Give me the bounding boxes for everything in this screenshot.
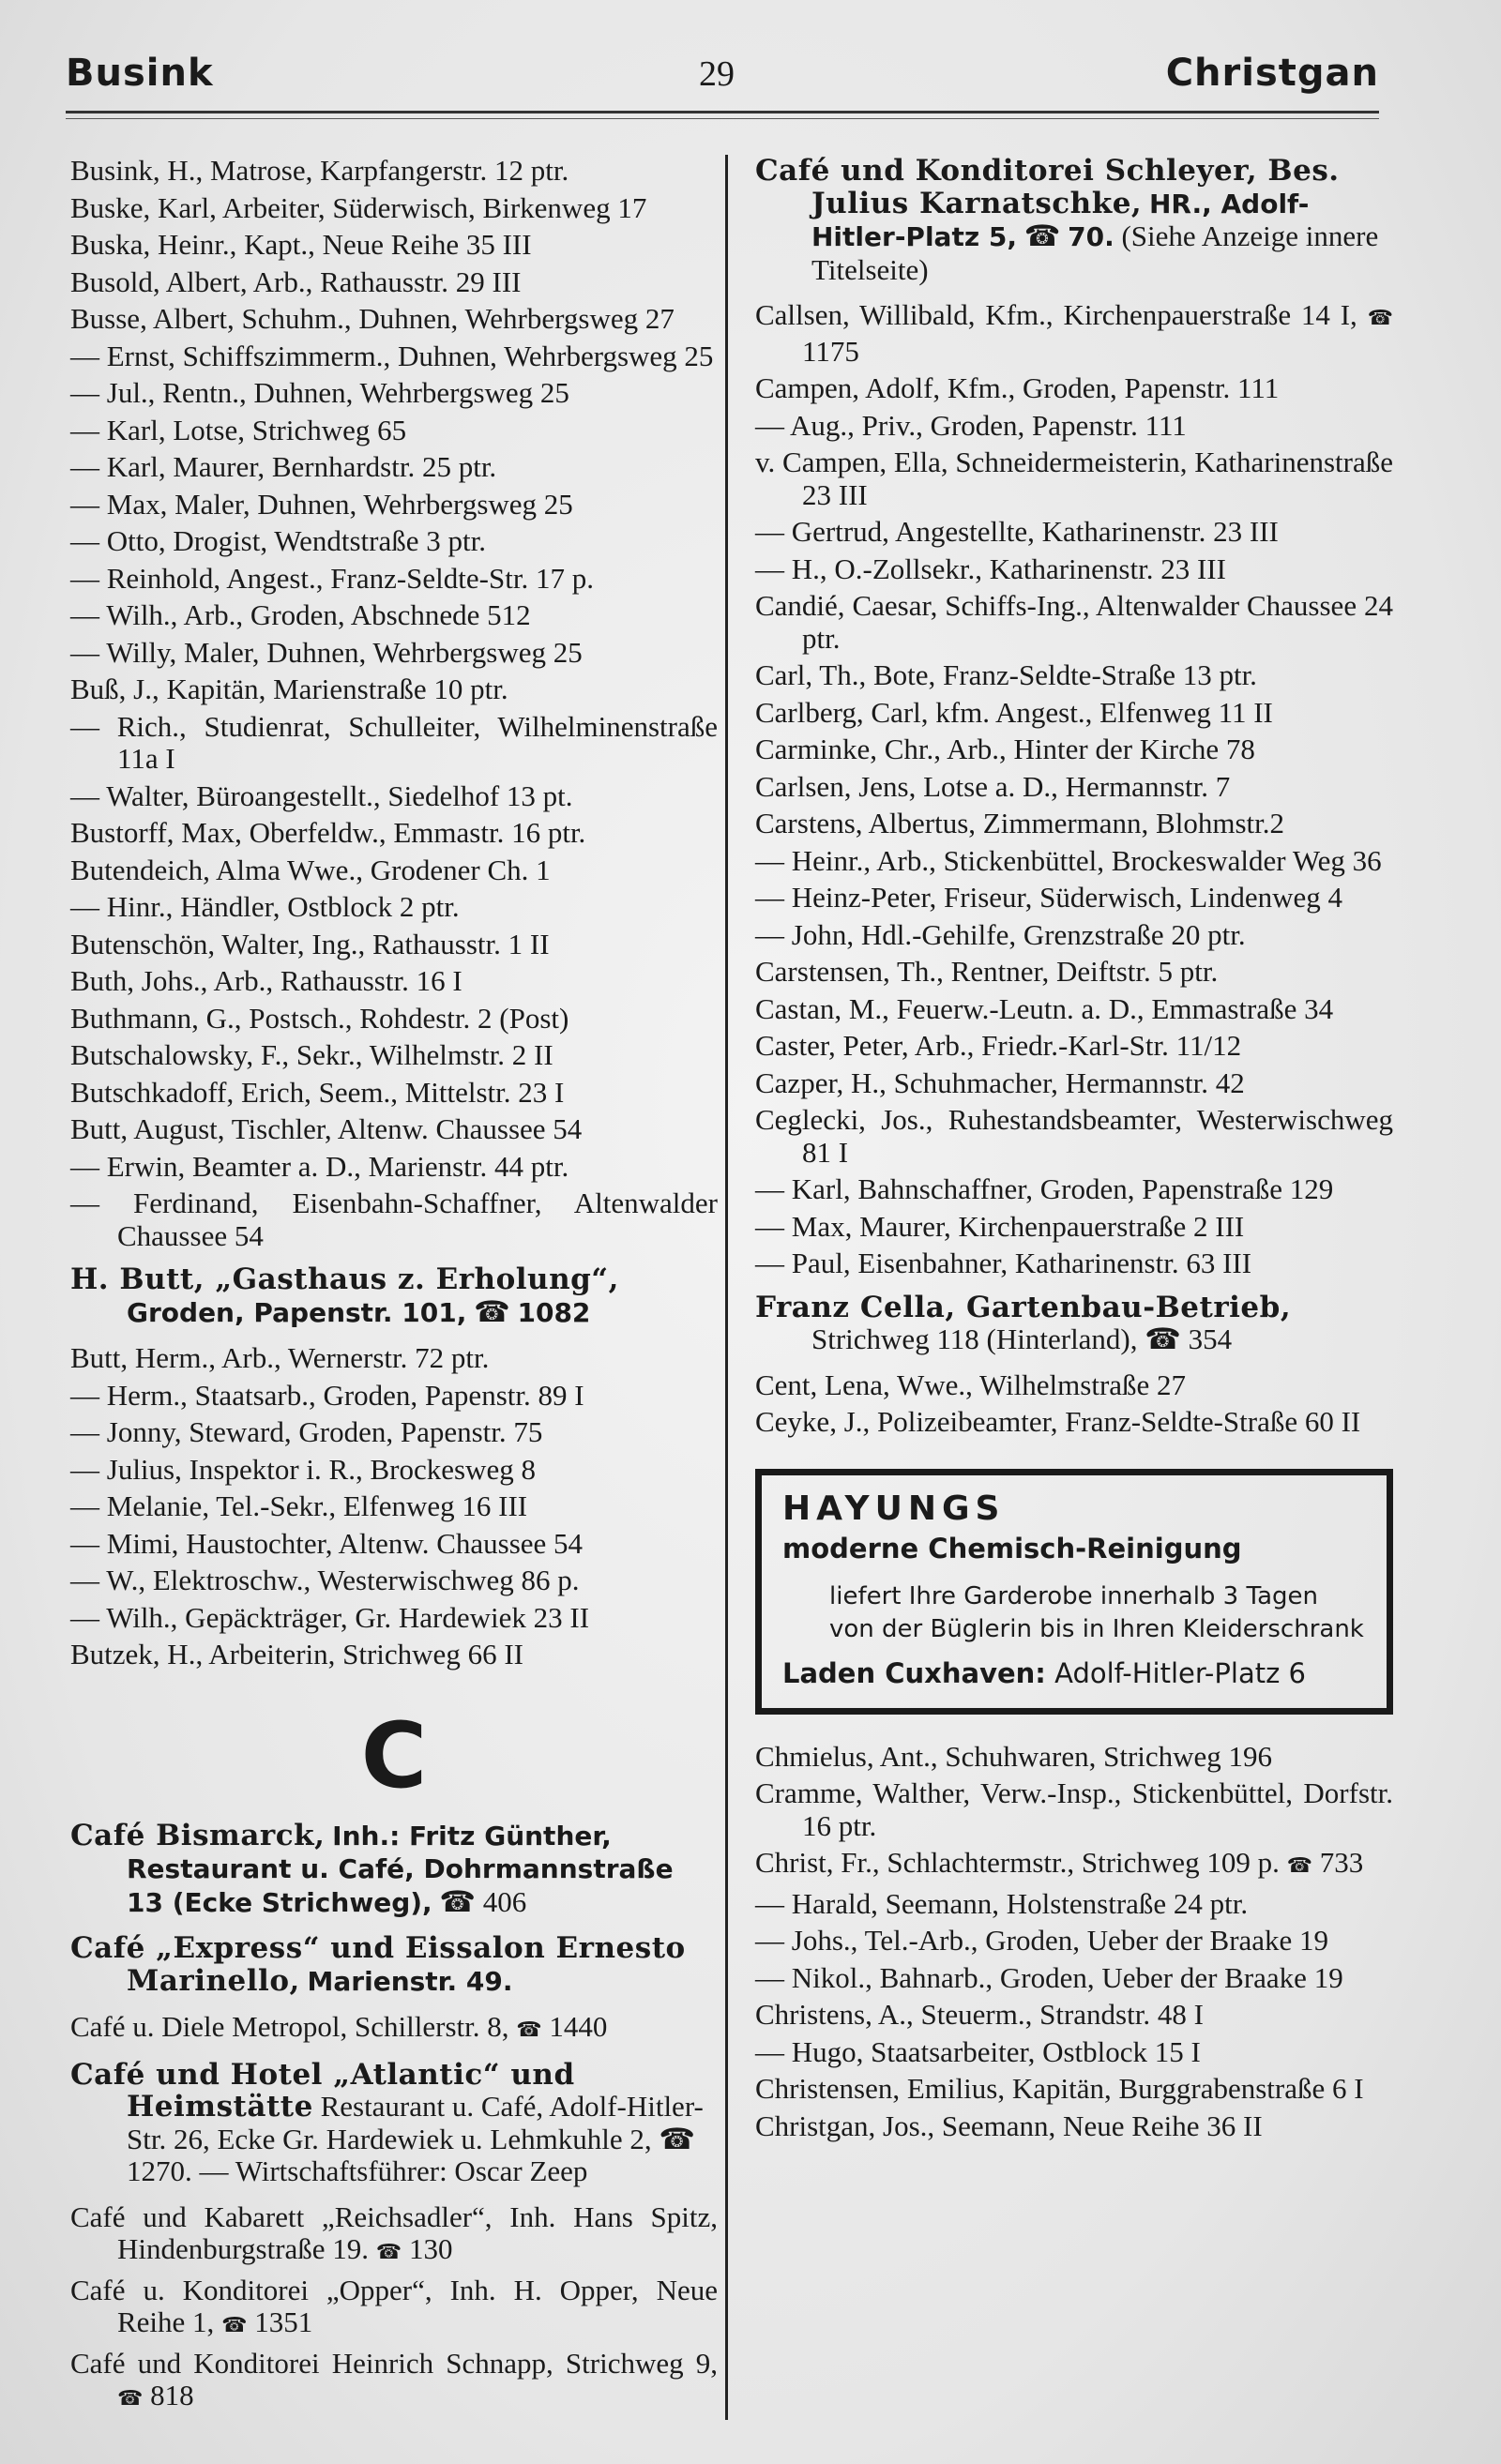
- cafe-express-name: Café „Express“ und Eissalon Ernesto Marinello,: [70, 1931, 686, 1998]
- entry-phone: 733: [1319, 1846, 1364, 1879]
- page-header: [66, 52, 1379, 108]
- directory-entry: [70, 1565, 718, 1597]
- directory-entry: [755, 1104, 1393, 1169]
- right-entries-block-2: [755, 1369, 1393, 1439]
- schleyer-advert-name: Café und Konditorei Schleyer, Bes. Julius Karnatschke,: [755, 154, 1340, 220]
- phone-icon: ☎: [1286, 1854, 1312, 1878]
- entry-text: — Mimi, Haustochter, Altenw. Chaussee 54: [70, 1526, 584, 1560]
- entry-text: — Julius, Inspektor i. R., Brockesweg 8: [70, 1452, 536, 1486]
- entry-text: Butzek, H., Arbeiterin, Strichweg 66 II: [70, 1638, 523, 1670]
- directory-entry: [755, 1888, 1393, 1921]
- directory-entry: [755, 1847, 1393, 1883]
- cafe-opper-phone: 1351: [254, 2305, 313, 2338]
- entry-text: — Hinr., Händler, Ostblock 2 ptr.: [70, 890, 460, 923]
- entry-text: Callsen, Willibald, Kfm., Kirchenpauerstraße 14 I,: [755, 298, 1357, 331]
- column-divider: [725, 155, 728, 2420]
- directory-entry: [755, 882, 1393, 915]
- butt-advert-phone: 1082: [517, 1296, 591, 1328]
- hayungs-location-address: Adolf-Hitler-Platz 6: [1054, 1656, 1306, 1689]
- cella-advert-address: Strichweg 118 (Hinterland),: [811, 1323, 1138, 1355]
- directory-entry: [70, 673, 718, 706]
- phone-icon: ☎: [221, 2314, 248, 2337]
- schleyer-advert-note: (Siehe Anzeige innere Titelseite): [811, 219, 1379, 286]
- entry-text: — John, Hdl.-Gehilfe, Grenzstraße 20 ptr.: [755, 917, 1246, 951]
- header-last-entry: Christgan: [1165, 52, 1379, 95]
- entry-text: Buth, Johs., Arb., Rathausstr. 16 I: [70, 964, 462, 997]
- butt-advert: [70, 1263, 718, 1329]
- directory-entry: [755, 919, 1393, 952]
- cafe-bismarck-phone: 406: [482, 1884, 527, 1918]
- directory-entry: [755, 993, 1393, 1026]
- directory-entry: [70, 1528, 718, 1561]
- phone-icon: ☎: [117, 2387, 144, 2411]
- directory-entry: [70, 415, 718, 447]
- entry-text: Butt, August, Tischler, Altenw. Chaussee 54: [70, 1112, 583, 1145]
- directory-entry: [70, 1187, 718, 1252]
- hayungs-subtitle: moderne Chemisch-Reinigung: [782, 1532, 1242, 1565]
- cella-advert-phone: 354: [1188, 1323, 1233, 1355]
- directory-entry: [70, 1602, 718, 1635]
- directory-entry: [755, 1406, 1393, 1439]
- phone-icon: ☎: [516, 2018, 542, 2042]
- directory-entry: [755, 516, 1393, 549]
- directory-entry: [755, 1369, 1393, 1402]
- directory-entry: [755, 1030, 1393, 1063]
- directory-entry: [70, 1077, 718, 1110]
- butt-advert-address: Groden, Papenstr. 101,: [127, 1296, 467, 1328]
- entry-text: — Jul., Rentn., Duhnen, Wehrbergsweg 25: [70, 376, 569, 409]
- entry-text: — Karl, Maurer, Bernhardstr. 25 ptr.: [70, 450, 497, 483]
- phone-icon: ☎: [439, 1884, 477, 1918]
- entry-text: Chmielus, Ant., Schuhwaren, Strichweg 196: [755, 1739, 1273, 1773]
- directory-entry: [70, 303, 718, 336]
- directory-entry: [70, 266, 718, 299]
- directory-entry: [70, 1454, 718, 1487]
- directory-entry: [70, 1416, 718, 1449]
- entry-text: Butschkadoff, Erich, Seem., Mittelstr. 23 I: [70, 1075, 565, 1109]
- directory-entry: [70, 599, 718, 632]
- directory-entry: [755, 590, 1393, 655]
- directory-entry: [755, 697, 1393, 730]
- directory-entry: [70, 854, 718, 887]
- directory-entry: [70, 525, 718, 558]
- page-number: 29: [699, 54, 735, 94]
- directory-entry: [70, 1113, 718, 1146]
- entry-text: — Max, Maler, Duhnen, Wehrbergsweg 25: [70, 487, 573, 521]
- cafe-metropol-entry: [70, 2011, 718, 2048]
- entry-text: Cent, Lena, Wwe., Wilhelmstraße 27: [755, 1368, 1187, 1401]
- entry-text: — Ernst, Schiffszimmerm., Duhnen, Wehrbergsweg 25: [70, 339, 714, 372]
- phone-icon: ☎: [1145, 1323, 1181, 1355]
- directory-entry: [755, 2110, 1393, 2143]
- entry-text: — Karl, Bahnschaffner, Groden, Papenstraße 129: [755, 1172, 1334, 1205]
- entry-text: — Melanie, Tel.-Sekr., Elfenweg 16 III: [70, 1489, 528, 1522]
- directory-entry: [70, 637, 718, 670]
- cafe-schnapp-entry: [70, 2348, 718, 2416]
- entry-text: — Heinr., Arb., Stickenbüttel, Brockeswalder Weg 36: [755, 843, 1382, 877]
- entry-text: Christgan, Jos., Seemann, Neue Reihe 36 II: [755, 2109, 1263, 2142]
- directory-entry: [70, 489, 718, 522]
- cafe-atlantic-advert: [70, 2059, 718, 2188]
- entry-text: Caster, Peter, Arb., Friedr.-Karl-Str. 11/12: [755, 1029, 1242, 1062]
- directory-entry: [755, 299, 1393, 368]
- directory-entry: [755, 1962, 1393, 1995]
- hayungs-advert-box: [755, 1469, 1393, 1715]
- entry-text: Buska, Heinr., Kapt., Neue Reihe 35 III: [70, 228, 532, 261]
- entry-text: Buske, Karl, Arbeiter, Süderwisch, Birkenweg 17: [70, 190, 647, 224]
- entry-text: — Reinhold, Angest., Franz-Seldte-Str. 17 p.: [70, 561, 594, 595]
- header-rule-thin: [66, 118, 1379, 119]
- directory-entry: [755, 446, 1393, 511]
- entry-text: Buthmann, G., Postsch., Rohdestr. 2 (Post): [70, 1001, 569, 1035]
- left-column: [70, 155, 718, 2421]
- directory-entry: [755, 553, 1393, 586]
- entry-text: — Jonny, Steward, Groden, Papenstr. 75: [70, 1415, 543, 1448]
- directory-entry: [70, 817, 718, 850]
- hayungs-title: HAYUNGS: [782, 1489, 1006, 1528]
- entry-text: — Johs., Tel.-Arb., Groden, Ueber der Braake 19: [755, 1924, 1329, 1957]
- cafe-express-address: Marienstr. 49.: [307, 1965, 513, 1997]
- directory-entry: [70, 192, 718, 225]
- entry-text: Ceyke, J., Polizeibeamter, Franz-Seldte-Straße 60 II: [755, 1405, 1361, 1438]
- directory-entry: [70, 711, 718, 776]
- schleyer-advert-phone: 70.: [1068, 221, 1114, 252]
- entry-text: — Rich., Studienrat, Schulleiter, Wilhelminenstraße 11a I: [70, 709, 718, 775]
- directory-entry: [70, 1151, 718, 1184]
- directory-entry: [70, 377, 718, 410]
- entry-text: Christensen, Emilius, Kapitän, Burggrabenstraße 6 I: [755, 2072, 1364, 2105]
- entry-text: Ceglecki, Jos., Ruhestandsbeamter, Westerwischweg 81 I: [755, 1103, 1393, 1169]
- directory-entry: [755, 659, 1393, 692]
- entry-text: Cazper, H., Schuhmacher, Hermannstr. 42: [755, 1066, 1245, 1099]
- directory-entry: [70, 563, 718, 596]
- directory-entry: [755, 771, 1393, 804]
- entry-text: Buß, J., Kapitän, Marienstraße 10 ptr.: [70, 673, 508, 705]
- entry-text: Butenschön, Walter, Ing., Rathausstr. 1 II: [70, 927, 550, 960]
- cafe-bismarck-advert: [70, 1820, 718, 1920]
- phone-icon: ☎: [659, 2122, 695, 2155]
- entry-text: — Willy, Maler, Duhnen, Wehrbergsweg 25: [70, 635, 583, 669]
- cafe-atlantic-manager: — Wirtschaftsführer: Oscar Zeep: [199, 2154, 588, 2187]
- directory-entry: [755, 845, 1393, 878]
- directory-entry: [70, 229, 718, 262]
- entry-text: Christ, Fr., Schlachtermstr., Strichweg 109 p.: [755, 1846, 1280, 1879]
- directory-entry: [755, 1741, 1393, 1774]
- entry-text: — Paul, Eisenbahner, Katharinenstr. 63 III: [755, 1247, 1252, 1279]
- entry-text: Cramme, Walther, Verw.-Insp., Stickenbüttel, Dorfstr. 16 ptr.: [755, 1776, 1393, 1842]
- entry-text: — Otto, Drogist, Wendtstraße 3 ptr.: [70, 524, 486, 557]
- entry-text: Butschalowsky, F., Sekr., Wilhelmstr. 2 II: [70, 1038, 553, 1071]
- cafe-express-advert: [70, 1932, 718, 1998]
- cafe-metropol-text: Café u. Diele Metropol, Schillerstr. 8,: [70, 2010, 509, 2043]
- directory-entry: [70, 340, 718, 373]
- entry-text: — Ferdinand, Eisenbahn-Schaffner, Altenwalder Chaussee 54: [70, 1187, 718, 1252]
- directory-entry: [70, 1380, 718, 1413]
- directory-entry: [755, 956, 1393, 989]
- directory-entry: [70, 451, 718, 484]
- section-letter: C: [360, 1702, 428, 1808]
- entry-text: Busse, Albert, Schuhm., Duhnen, Wehrbergsweg 27: [70, 302, 675, 335]
- header-rule: [66, 111, 1379, 113]
- entry-text: Carstensen, Th., Rentner, Deiftstr. 5 ptr.: [755, 955, 1219, 988]
- entry-text: — Max, Maurer, Kirchenpauerstraße 2 III: [755, 1209, 1245, 1243]
- cafe-kabarett-phone: 130: [408, 2232, 453, 2265]
- directory-entry: [70, 1342, 718, 1375]
- hayungs-location: [782, 1655, 1368, 1691]
- entry-text: Carl, Th., Bote, Franz-Seldte-Straße 13 ptr.: [755, 658, 1257, 691]
- directory-entry: [755, 1777, 1393, 1842]
- entry-text: Bustorff, Max, Oberfeldw., Emmastr. 16 ptr.: [70, 816, 586, 849]
- schleyer-advert-address: HR., Adolf-Hitler-Platz 5,: [811, 188, 1310, 252]
- entry-text: Carstens, Albertus, Zimmermann, Blohmstr.2: [755, 807, 1284, 839]
- entry-text: — Karl, Lotse, Strichweg 65: [70, 413, 407, 446]
- entry-text: — Wilh., Gepäckträger, Gr. Hardewiek 23 II: [70, 1600, 590, 1634]
- left-entries-block-1: [70, 155, 718, 1252]
- directory-entry: [755, 808, 1393, 840]
- cafe-opper-text: Café u. Konditorei „Opper“, Inh. H. Opper, Neue Reihe 1,: [70, 2273, 718, 2338]
- cafe-schnapp-phone: 818: [150, 2379, 194, 2411]
- phone-icon: ☎: [375, 2241, 402, 2264]
- cafe-kabarett-entry: [70, 2201, 718, 2270]
- directory-entry: [70, 1039, 718, 1072]
- directory-entry: [755, 1211, 1393, 1244]
- entry-text: Carminke, Chr., Arb., Hinter der Kirche 78: [755, 733, 1255, 765]
- left-entries-block-2: [70, 1342, 718, 1671]
- directory-entry: [755, 372, 1393, 405]
- directory-entry: [755, 1999, 1393, 2032]
- cella-advert-name: Franz Cella, Gartenbau-Betrieb,: [755, 1290, 1292, 1324]
- entry-text: v. Campen, Ella, Schneidermeisterin, Katharinenstraße 23 III: [755, 446, 1393, 511]
- directory-entry: [70, 965, 718, 998]
- cafe-atlantic-phone: 1270.: [127, 2154, 192, 2187]
- entry-text: — Aug., Priv., Groden, Papenstr. 111: [755, 408, 1187, 442]
- directory-entry: [755, 1067, 1393, 1100]
- directory-entry: [70, 1003, 718, 1035]
- entry-text: Carlsen, Jens, Lotse a. D., Hermannstr. 7: [755, 769, 1231, 803]
- directory-entry: [70, 891, 718, 924]
- entry-text: Carlberg, Carl, kfm. Angest., Elfenweg 11 II: [755, 695, 1273, 729]
- directory-entry: [70, 155, 718, 188]
- entry-text: Butendeich, Alma Wwe., Grodener Ch. 1: [70, 853, 551, 886]
- schleyer-advert: [755, 155, 1393, 286]
- cafe-atlantic-address: Restaurant u. Café, Adolf-Hitler-Str. 26, Ecke Gr. Hardewiek u. Lehmkuhle 2,: [127, 2090, 704, 2155]
- entry-text: — Gertrud, Angestellte, Katharinenstr. 23 III: [755, 515, 1279, 548]
- hayungs-location-label: Laden Cuxhaven:: [782, 1656, 1046, 1689]
- entry-text: — Herm., Staatsarb., Groden, Papenstr. 89 I: [70, 1378, 584, 1412]
- directory-entry: [755, 2036, 1393, 2069]
- right-entries-block-3: [755, 1741, 1393, 2143]
- hayungs-body: liefert Ihre Garderobe innerhalb 3 Tagen von der Büglerin bis in Ihren Kleiderschrank: [829, 1581, 1364, 1643]
- entry-text: — Hugo, Staatsarbeiter, Ostblock 15 I: [755, 2034, 1201, 2068]
- cella-advert: [755, 1292, 1393, 1356]
- entry-text: Busink, H., Matrose, Karpfangerstr. 12 ptr.: [70, 154, 569, 187]
- directory-entry: [755, 2073, 1393, 2106]
- entry-text: Candié, Caesar, Schiffs-Ing., Altenwalder Chaussee 24 ptr.: [755, 589, 1393, 655]
- right-entries-block-1: [755, 299, 1393, 1280]
- directory-entry: [70, 780, 718, 813]
- entry-text: — Erwin, Beamter a. D., Marienstr. 44 ptr.: [70, 1149, 569, 1183]
- entry-text: — Wilh., Arb., Groden, Abschnede 512: [70, 598, 531, 631]
- directory-entry: [70, 929, 718, 961]
- directory-entry: [755, 1247, 1393, 1280]
- directory-entry: [755, 1925, 1393, 1958]
- entry-text: Busold, Albert, Arb., Rathausstr. 29 III: [70, 265, 522, 298]
- phone-icon: ☎: [474, 1294, 510, 1328]
- directory-entry: [70, 1490, 718, 1523]
- directory-entry: [755, 733, 1393, 766]
- entry-text: — Harald, Seemann, Holstenstraße 24 ptr.: [755, 1886, 1249, 1920]
- cafe-bismarck-address: Inh.: Fritz Günther, Restaurant u. Café, Dohrmannstraße 13 (Ecke Strichweg),: [127, 1820, 674, 1918]
- phone-icon: ☎: [1367, 307, 1394, 330]
- cafe-atlantic-name: Café und Hotel „Atlantic“ und Heimstätte: [70, 2057, 575, 2124]
- cafe-kabarett-text: Café und Kabarett „Reichsadler“, Inh. Hans Spitz, Hindenburgstraße 19.: [70, 2199, 718, 2265]
- entry-text: Castan, M., Feuerw.-Leutn. a. D., Emmastraße 34: [755, 991, 1334, 1025]
- entry-text: Butt, Herm., Arb., Wernerstr. 72 ptr.: [70, 1341, 490, 1374]
- cafe-schnapp-text: Café und Konditorei Heinrich Schnapp, Strichweg 9,: [70, 2346, 718, 2380]
- right-column: [755, 155, 1393, 2147]
- entry-text: — Walter, Büroangestellt., Siedelhof 13 pt.: [70, 779, 573, 812]
- directory-entry: [755, 1173, 1393, 1206]
- header-first-entry: Busink: [66, 52, 214, 95]
- entry-text: — H., O.-Zollsekr., Katharinenstr. 23 III: [755, 552, 1226, 585]
- entry-phone: 1175: [802, 334, 859, 368]
- butt-advert-name: H. Butt, „Gasthaus z. Erholung“,: [70, 1262, 619, 1296]
- cafe-metropol-phone: 1440: [549, 2010, 608, 2043]
- entry-text: — W., Elektroschw., Westerwischweg 86 p.: [70, 1564, 580, 1596]
- entry-text: — Heinz-Peter, Friseur, Süderwisch, Lindenweg 4: [755, 881, 1342, 914]
- entry-text: Campen, Adolf, Kfm., Groden, Papenstr. 111: [755, 371, 1280, 404]
- entry-text: — Nikol., Bahnarb., Groden, Ueber der Braake 19: [755, 1960, 1343, 1994]
- directory-entry: [70, 1639, 718, 1671]
- entry-text: Christens, A., Steuerm., Strandstr. 48 I: [755, 1998, 1204, 2031]
- cafe-bismarck-name: Café Bismarck,: [70, 1818, 326, 1852]
- phone-icon: ☎: [1023, 219, 1061, 252]
- directory-entry: [755, 410, 1393, 443]
- cafe-opper-entry: [70, 2275, 718, 2343]
